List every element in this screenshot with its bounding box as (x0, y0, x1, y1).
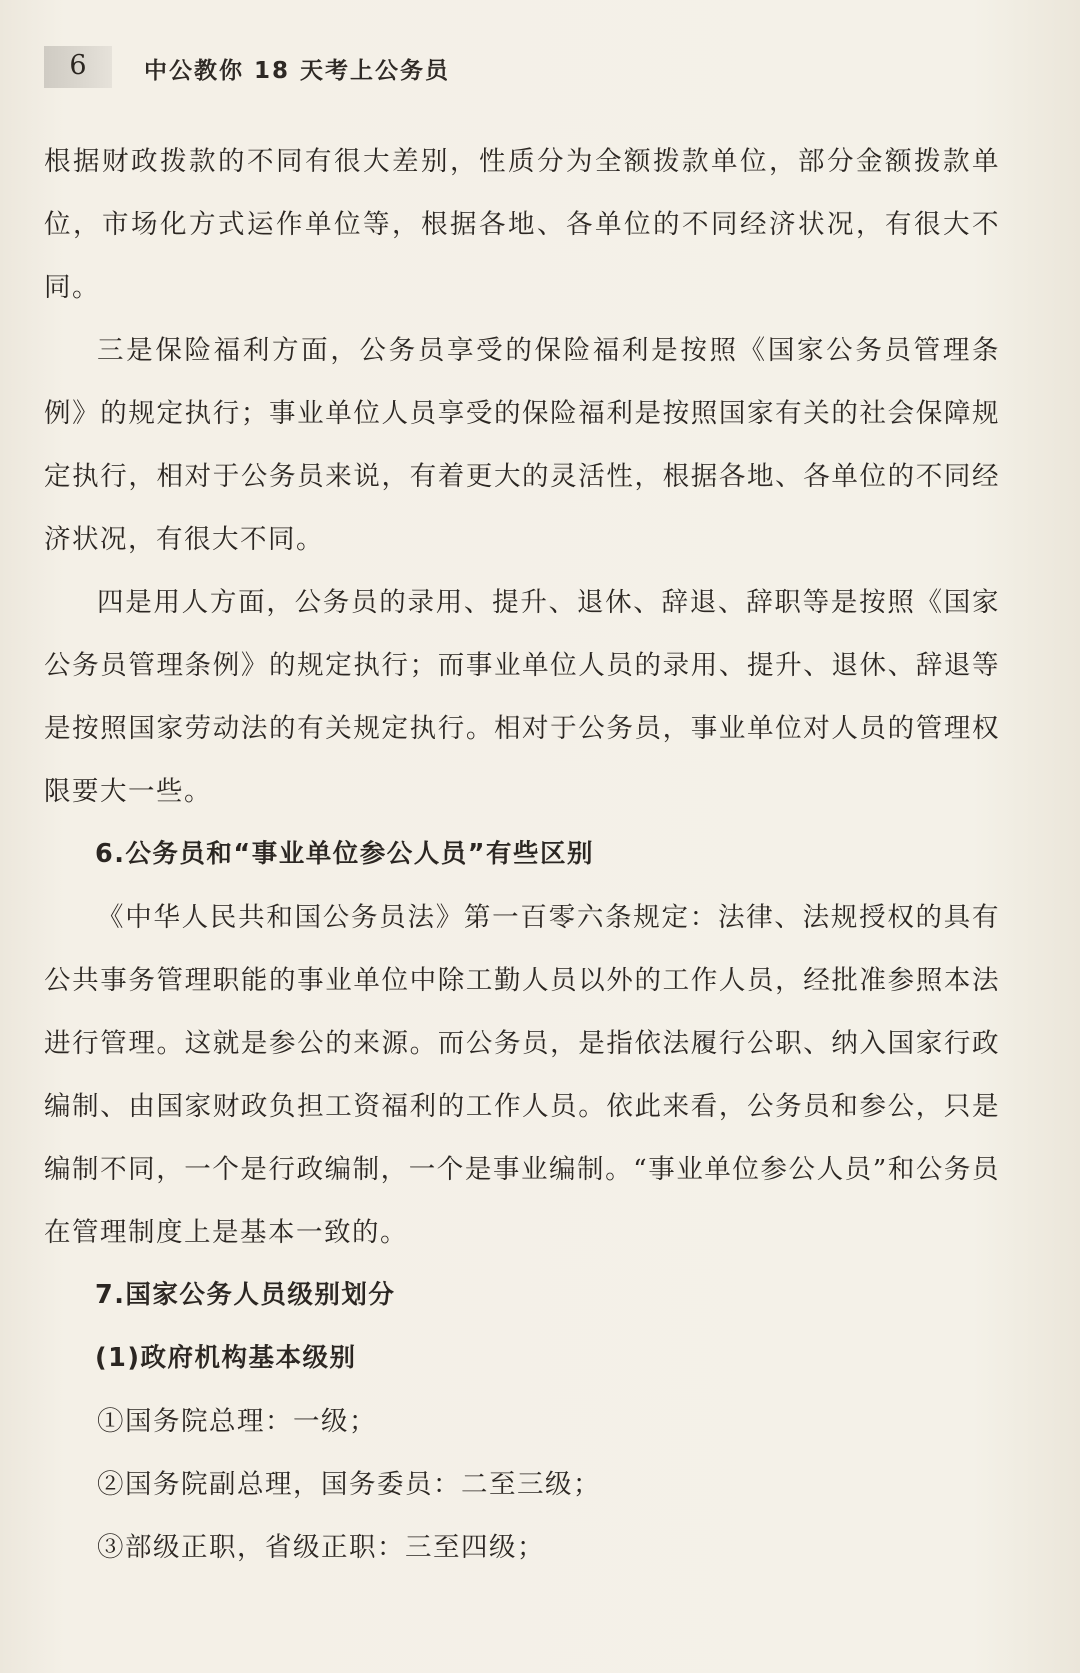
subsection-1-heading: (1)政府机构基本级别 (95, 1343, 357, 1373)
running-title: 中公教你 18 天考上公务员 (144, 58, 451, 84)
list-item: ②国务院副总理，国务委员：二至三级； (97, 1469, 601, 1500)
page-number-box (44, 46, 112, 88)
list-item: ①国务院总理：一级； (97, 1406, 377, 1437)
section-6-paragraph: 《中华人民共和国公务员法》第一百零六条规定：法律、法规授权的具有公共事务管理职能的事业单位中除工勤人员以外的工作人员，经批准参照本法进行管理。这就是参公的来源。而公务员，是指依法履行公职、纳入国家行政编制、由国家财政负担工资福利的工作人员。依此来看，公务员和参公，只是编制不同，一个是行政编制，一个是事业编制。“事业单位参公人员”和公务员在管理制度上是基本一致的。 (44, 902, 1000, 1248)
list-item: ③部级正职，省级正职：三至四级； (97, 1532, 545, 1563)
paragraph-continued: 根据财政拨款的不同有很大差别，性质分为全额拨款单位，部分金额拨款单位，市场化方式运作单位等，根据各地、各单位的不同经济状况，有很大不同。 (44, 146, 1000, 303)
page-header (44, 46, 1034, 92)
section-6-heading: 6.公务员和“事业单位参公人员”有些区别 (95, 839, 594, 869)
page-body (44, 130, 1000, 1579)
paragraph-personnel: 四是用人方面，公务员的录用、提升、退休、辞退、辞职等是按照《国家公务员管理条例》的规定执行；而事业单位人员的录用、提升、退休、辞退等是按照国家劳动法的有关规定执行。相对于公务员，事业单位对人员的管理权限要大一些。 (44, 587, 1000, 807)
page-number: 6 (69, 50, 87, 81)
section-7-heading: 7.国家公务人员级别划分 (95, 1280, 396, 1310)
paragraph-insurance: 三是保险福利方面，公务员享受的保险福利是按照《国家公务员管理条例》的规定执行；事业单位人员享受的保险福利是按照国家有关的社会保障规定执行，相对于公务员来说，有着更大的灵活性，根据各地、各单位的不同经济状况，有很大不同。 (44, 335, 1000, 555)
